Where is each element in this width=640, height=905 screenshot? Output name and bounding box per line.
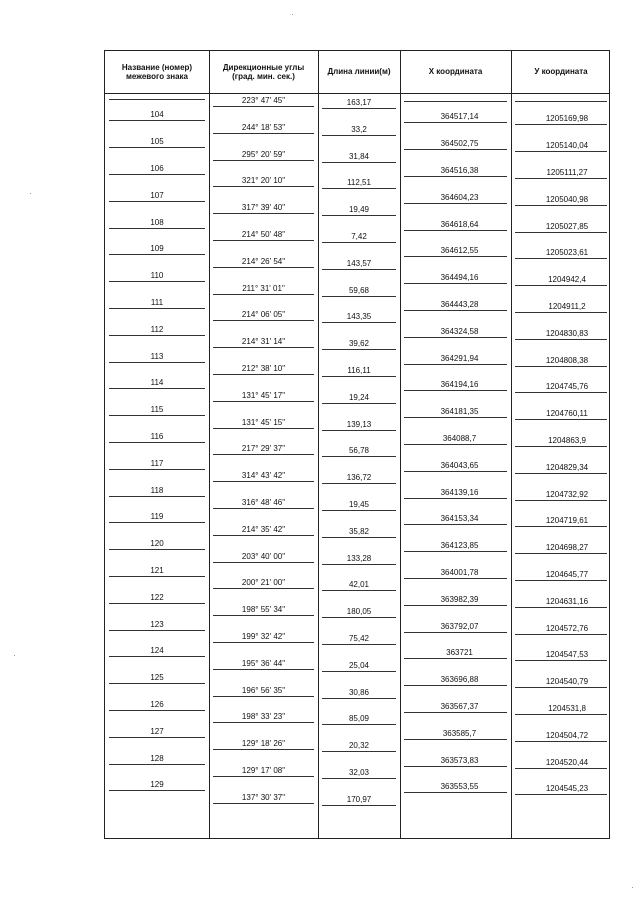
row-underline <box>515 339 607 340</box>
row-underline <box>109 147 205 148</box>
mark-name-cell: 109 <box>150 244 164 254</box>
row-underline <box>213 294 314 295</box>
row-underline <box>109 254 205 255</box>
row-underline <box>213 213 314 214</box>
mark-name-cell: 125 <box>150 673 164 683</box>
direction-angle-cell: 214° 31' 14" <box>241 337 286 347</box>
x-coordinate-cell: 364494,16 <box>440 273 479 283</box>
direction-angle-cell: 212° 38' 10" <box>241 364 286 373</box>
row-underline <box>322 778 396 779</box>
row-underline <box>109 228 205 229</box>
scan-speck <box>632 887 633 888</box>
row-underline <box>213 347 314 348</box>
row-underline <box>322 349 396 350</box>
row-underline <box>109 99 205 100</box>
row-underline <box>404 283 507 284</box>
y-coordinate-cell: 1205111,27 <box>546 168 588 177</box>
x-coordinate-cell: 364194,16 <box>440 380 479 390</box>
row-underline <box>404 739 507 740</box>
line-length-cell: 133,28 <box>346 553 372 563</box>
direction-angle-cell: 214° 26' 54" <box>241 256 286 266</box>
row-underline <box>322 162 396 163</box>
y-coordinate-cell: 1204540,79 <box>545 677 589 687</box>
row-underline <box>515 714 607 715</box>
direction-angle-cell: 200° 21' 00" <box>241 578 286 588</box>
line-length-cell: 20,32 <box>348 741 370 751</box>
mark-name-cell: 113 <box>150 351 164 361</box>
row-underline <box>322 617 396 618</box>
y-coordinate-cell: 1204745,76 <box>545 382 589 392</box>
x-coordinate-cell: 363696,88 <box>440 675 479 685</box>
row-underline <box>213 642 314 643</box>
line-length-cell: 7,42 <box>351 232 367 241</box>
direction-angle-cell: 131° 45' 17" <box>241 390 286 400</box>
y-coordinate-cell: 1204698,27 <box>545 543 589 553</box>
row-underline <box>515 660 607 661</box>
mark-name-cell: 105 <box>150 137 164 147</box>
y-coordinate-cell: 1204631,16 <box>545 596 589 606</box>
mark-name-cell: 114 <box>150 378 164 388</box>
row-underline <box>515 366 607 367</box>
x-coordinate-cell: 364291,94 <box>440 353 479 363</box>
line-length-cell: 32,03 <box>348 768 370 777</box>
row-underline <box>213 696 314 697</box>
row-underline <box>515 526 607 527</box>
line-length-cell: 139,13 <box>346 419 372 429</box>
mark-name-cell: 122 <box>150 592 164 602</box>
y-coordinate-cell: 1204520,44 <box>545 757 589 767</box>
line-length-cell: 143,35 <box>346 312 372 322</box>
line-length-cell: 163,17 <box>346 98 372 107</box>
row-underline <box>404 658 507 659</box>
row-underline <box>515 607 607 608</box>
row-underline <box>404 605 507 606</box>
mark-name-cell: 115 <box>150 405 164 415</box>
direction-angle-cell: 223° 47' 45" <box>241 96 286 105</box>
row-underline <box>404 632 507 633</box>
row-underline <box>109 388 205 389</box>
line-length-cell: 85,09 <box>348 714 370 724</box>
row-underline <box>404 101 507 102</box>
row-underline <box>109 281 205 282</box>
y-coordinate-cell: 1204572,76 <box>545 623 589 633</box>
row-underline <box>322 510 396 511</box>
row-underline <box>213 160 314 161</box>
x-coordinate-cell: 363982,39 <box>440 594 479 604</box>
row-underline <box>404 524 507 525</box>
row-underline <box>515 258 607 259</box>
direction-angle-cell: 195° 36' 44" <box>241 658 286 668</box>
x-coordinate-cell: 364123,85 <box>440 541 479 551</box>
x-coordinate-cell: 364612,55 <box>440 246 479 256</box>
row-underline <box>515 151 607 152</box>
row-underline <box>109 415 205 416</box>
row-underline <box>404 176 507 177</box>
direction-angle-cell: 137° 30' 37" <box>241 792 286 802</box>
row-underline <box>515 768 607 769</box>
y-coordinate-cell: 1204504,72 <box>545 730 589 740</box>
line-length-cell: 19,45 <box>348 500 370 509</box>
row-underline <box>322 269 396 270</box>
row-underline <box>404 444 507 445</box>
direction-angle-cell: 198° 55' 34" <box>241 605 286 615</box>
y-coordinate-cell: 1204808,38 <box>545 355 589 365</box>
row-underline <box>515 285 607 286</box>
row-underline <box>515 794 607 795</box>
mark-name-cell: 123 <box>150 619 164 629</box>
row-underline <box>109 442 205 443</box>
row-underline <box>322 456 396 457</box>
direction-angle-cell: 295° 20' 59" <box>241 149 286 159</box>
line-length-cell: 42,01 <box>348 580 370 590</box>
y-coordinate-cell: 1205169,98 <box>545 114 589 124</box>
header-length: Длина линии(м) <box>327 67 391 77</box>
row-underline <box>109 737 205 738</box>
x-coordinate-cell: 364618,64 <box>440 219 479 229</box>
mark-name-cell: 107 <box>150 190 164 200</box>
row-underline <box>515 473 607 474</box>
row-underline <box>322 724 396 725</box>
x-coordinate-cell: 363721 <box>446 648 473 658</box>
row-underline <box>109 308 205 309</box>
mark-name-cell: 124 <box>150 646 164 656</box>
header-divider <box>105 93 609 94</box>
mark-name-cell: 121 <box>150 566 164 575</box>
row-underline <box>515 178 607 179</box>
row-underline <box>404 551 507 552</box>
row-underline <box>515 634 607 635</box>
row-underline <box>404 203 507 204</box>
x-coordinate-cell: 364181,35 <box>440 407 479 417</box>
direction-angle-cell: 198° 33' 23" <box>241 712 286 722</box>
line-length-cell: 39,62 <box>348 339 370 349</box>
line-length-cell: 59,68 <box>348 285 370 295</box>
direction-angle-cell: 131° 45' 15" <box>241 417 286 427</box>
direction-angle-cell: 314° 43' 42" <box>241 471 286 481</box>
row-underline <box>213 669 314 670</box>
row-underline <box>404 337 507 338</box>
row-underline <box>515 124 607 125</box>
row-underline <box>404 578 507 579</box>
mark-name-cell: 119 <box>150 512 164 522</box>
row-underline <box>109 656 205 657</box>
x-coordinate-cell: 364604,23 <box>440 192 479 202</box>
line-length-cell: 33,2 <box>351 124 367 134</box>
y-coordinate-cell: 1204863,9 <box>548 436 586 445</box>
mark-name-cell: 110 <box>150 271 164 281</box>
x-coordinate-cell: 363553,55 <box>440 782 479 792</box>
y-coordinate-cell: 1204830,83 <box>545 328 589 338</box>
row-underline <box>515 392 607 393</box>
boundary-coordinates-table <box>104 50 610 839</box>
row-underline <box>109 683 205 684</box>
mark-name-cell: 127 <box>150 726 164 736</box>
row-underline <box>322 805 396 806</box>
line-length-cell: 116,11 <box>347 366 371 375</box>
line-length-cell: 143,57 <box>346 258 372 268</box>
row-underline <box>109 335 205 336</box>
row-underline <box>213 481 314 482</box>
row-underline <box>109 790 205 791</box>
line-length-cell: 19,24 <box>348 392 370 402</box>
row-underline <box>404 230 507 231</box>
row-underline <box>515 687 607 688</box>
line-length-cell: 19,49 <box>348 205 370 215</box>
line-length-cell: 112,51 <box>347 178 371 188</box>
x-coordinate-cell: 363792,07 <box>440 621 479 631</box>
line-length-cell: 170,97 <box>346 794 372 804</box>
row-underline <box>109 201 205 202</box>
direction-angle-cell: 214° 06' 05" <box>241 310 286 320</box>
x-coordinate-cell: 364517,14 <box>440 112 479 122</box>
row-underline <box>213 133 314 134</box>
y-coordinate-cell: 1205023,61 <box>545 248 589 258</box>
line-length-cell: 31,84 <box>348 151 370 161</box>
row-underline <box>322 108 396 109</box>
row-underline <box>213 401 314 402</box>
y-coordinate-cell: 1204829,34 <box>545 462 589 472</box>
row-underline <box>109 522 205 523</box>
row-underline <box>322 376 396 377</box>
mark-name-cell: 126 <box>150 700 164 709</box>
row-underline <box>322 296 396 297</box>
header-name: Название (номер) межевого знака <box>121 62 193 81</box>
row-underline <box>515 500 607 501</box>
row-underline <box>213 535 314 536</box>
row-underline <box>213 803 314 804</box>
x-coordinate-cell: 364153,34 <box>440 514 479 524</box>
x-coordinate-cell: 364001,78 <box>440 568 479 577</box>
row-underline <box>109 764 205 765</box>
line-length-cell: 56,78 <box>348 446 370 456</box>
mark-name-cell: 117 <box>150 458 164 468</box>
row-underline <box>322 564 396 565</box>
row-underline <box>404 792 507 793</box>
y-coordinate-cell: 1205027,85 <box>545 221 589 231</box>
direction-angle-cell: 129° 18' 26" <box>241 739 286 749</box>
direction-angle-cell: 211° 31' 01" <box>242 283 285 293</box>
row-underline <box>404 364 507 365</box>
row-underline <box>109 630 205 631</box>
row-underline <box>322 644 396 645</box>
y-coordinate-cell: 1204942,4 <box>548 275 586 285</box>
mark-name-cell: 118 <box>150 485 164 495</box>
row-underline <box>404 149 507 150</box>
line-length-cell: 25,04 <box>348 660 370 670</box>
row-underline <box>322 590 396 591</box>
line-length-cell: 30,86 <box>348 687 370 697</box>
mark-name-cell: 112 <box>150 324 164 334</box>
row-underline <box>109 710 205 711</box>
row-underline <box>322 671 396 672</box>
row-underline <box>404 390 507 391</box>
row-underline <box>109 603 205 604</box>
direction-angle-cell: 217° 29' 37" <box>241 444 286 454</box>
row-underline <box>515 419 607 420</box>
line-length-cell: 180,05 <box>346 607 372 617</box>
direction-angle-cell: 214° 35' 42" <box>241 524 286 534</box>
row-underline <box>213 588 314 589</box>
direction-angle-cell: 317° 39' 40" <box>241 203 286 213</box>
row-underline <box>213 374 314 375</box>
row-underline <box>213 776 314 777</box>
row-underline <box>404 122 507 123</box>
line-length-cell: 136,72 <box>346 473 372 483</box>
mark-name-cell: 108 <box>150 217 164 227</box>
row-underline <box>322 403 396 404</box>
row-underline <box>322 751 396 752</box>
header-y: У координата <box>534 67 588 77</box>
row-underline <box>109 549 205 550</box>
mark-name-cell: 116 <box>150 432 164 441</box>
scan-speck <box>30 193 31 194</box>
y-coordinate-cell: 1204732,92 <box>545 489 589 499</box>
row-underline <box>109 576 205 577</box>
mark-name-cell: 128 <box>150 753 164 763</box>
y-coordinate-cell: 1204547,53 <box>545 650 589 660</box>
scan-speck <box>14 655 15 656</box>
row-underline <box>109 469 205 470</box>
mark-name-cell: 104 <box>150 110 164 120</box>
y-coordinate-cell: 1205140,04 <box>545 141 589 151</box>
row-underline <box>515 232 607 233</box>
x-coordinate-cell: 364516,38 <box>440 166 479 175</box>
row-underline <box>213 722 314 723</box>
row-underline <box>404 471 507 472</box>
row-underline <box>515 741 607 742</box>
row-underline <box>322 537 396 538</box>
row-underline <box>322 135 396 136</box>
row-underline <box>404 417 507 418</box>
row-underline <box>322 188 396 189</box>
direction-angle-cell: 196° 56' 35" <box>241 685 286 695</box>
row-underline <box>515 312 607 313</box>
x-coordinate-cell: 364443,28 <box>440 300 479 309</box>
row-underline <box>322 698 396 699</box>
direction-angle-cell: 321° 20' 10" <box>241 176 286 186</box>
row-underline <box>213 615 314 616</box>
direction-angle-cell: 244° 18' 53" <box>241 122 286 132</box>
row-underline <box>213 320 314 321</box>
y-coordinate-cell: 1204719,61 <box>545 516 589 526</box>
mark-name-cell: 106 <box>150 164 164 173</box>
line-length-cell: 75,42 <box>348 634 370 643</box>
mark-name-cell: 129 <box>150 780 164 790</box>
row-underline <box>213 508 314 509</box>
direction-angle-cell: 316° 48' 46" <box>241 498 286 507</box>
row-underline <box>213 240 314 241</box>
row-underline <box>404 498 507 499</box>
row-underline <box>515 205 607 206</box>
direction-angle-cell: 203° 40' 00" <box>241 551 286 561</box>
x-coordinate-cell: 364088,7 <box>442 434 477 443</box>
mark-name-cell: 111 <box>150 298 164 307</box>
direction-angle-cell: 129° 17' 08" <box>241 766 286 775</box>
x-coordinate-cell: 364139,16 <box>440 487 479 497</box>
x-coordinate-cell: 363573,83 <box>440 755 479 765</box>
x-coordinate-cell: 363567,37 <box>440 702 479 711</box>
row-underline <box>515 101 607 102</box>
header-x: X координата <box>428 67 483 77</box>
x-coordinate-cell: 364502,75 <box>440 139 479 149</box>
y-coordinate-cell: 1204645,77 <box>545 570 589 579</box>
y-coordinate-cell: 1204760,11 <box>546 409 588 419</box>
row-underline <box>322 430 396 431</box>
row-underline <box>213 428 314 429</box>
row-underline <box>213 106 314 107</box>
row-underline <box>322 483 396 484</box>
y-coordinate-cell: 1204545,23 <box>545 784 589 794</box>
row-underline <box>109 496 205 497</box>
x-coordinate-cell: 364043,65 <box>440 460 479 470</box>
row-underline <box>213 186 314 187</box>
row-underline <box>109 120 205 121</box>
row-underline <box>515 446 607 447</box>
row-underline <box>515 580 607 581</box>
direction-angle-cell: 214° 50' 48" <box>241 230 286 239</box>
row-underline <box>213 562 314 563</box>
row-underline <box>213 267 314 268</box>
row-underline <box>213 454 314 455</box>
row-underline <box>404 310 507 311</box>
row-underline <box>213 749 314 750</box>
row-underline <box>322 215 396 216</box>
mark-name-cell: 120 <box>150 539 164 549</box>
row-underline <box>322 322 396 323</box>
y-coordinate-cell: 1204911,2 <box>548 302 586 311</box>
row-underline <box>322 242 396 243</box>
header-angle: Дирекционные углы (град. мин. сек.) <box>222 62 305 81</box>
column-divider <box>400 51 401 838</box>
x-coordinate-cell: 363585,7 <box>442 728 477 738</box>
row-underline <box>109 174 205 175</box>
row-underline <box>404 685 507 686</box>
row-underline <box>109 362 205 363</box>
row-underline <box>404 766 507 767</box>
y-coordinate-cell: 1205040,98 <box>545 194 589 204</box>
row-underline <box>404 256 507 257</box>
y-coordinate-cell: 1204531,8 <box>548 704 586 713</box>
row-underline <box>515 553 607 554</box>
scan-speck <box>292 14 293 15</box>
row-underline <box>404 712 507 713</box>
direction-angle-cell: 199° 32' 42" <box>241 632 286 641</box>
x-coordinate-cell: 364324,58 <box>440 326 479 336</box>
line-length-cell: 35,82 <box>348 526 370 536</box>
